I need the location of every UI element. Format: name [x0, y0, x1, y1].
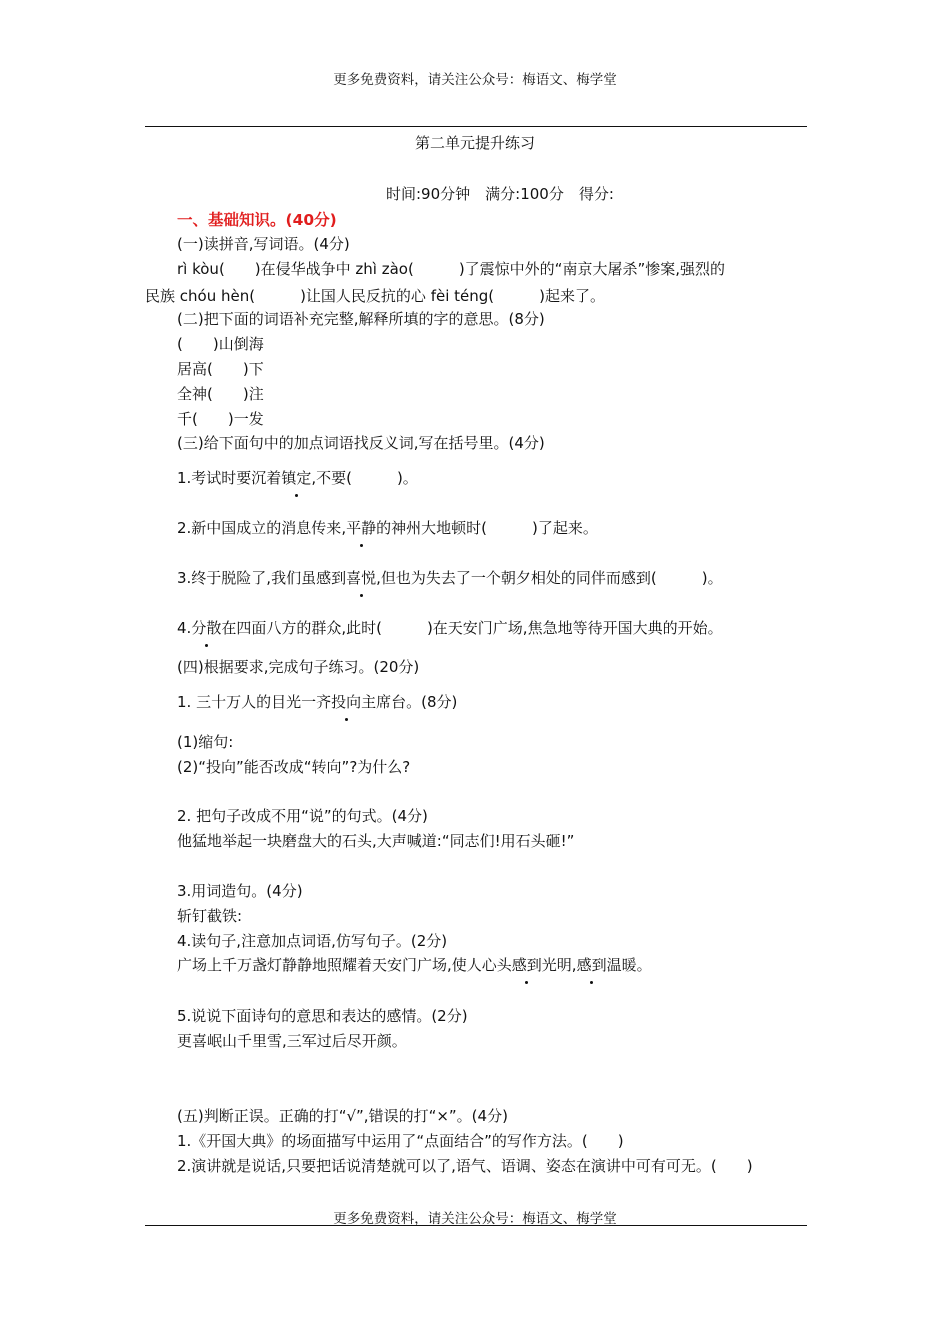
part4-question-2: 2. 把句子改成不用“说”的句式。(4分): [177, 807, 428, 825]
part4-question-1: 1. 三十万人的目光一齐投向主席台。(8分): [177, 693, 458, 711]
section-heading: 一、基础知识。(40分): [177, 211, 337, 229]
footer-rule: [145, 1225, 807, 1226]
part5-question-2: 2.演讲就是说话,只要把话说清楚就可以了,语气、语调、姿态在演讲中可有可无。( ): [177, 1157, 753, 1175]
part4-question-1a: (1)缩句:: [177, 733, 234, 751]
part4-question-3-text: 斩钉截铁:: [177, 907, 243, 925]
emphasis-word: 镇定: [281, 469, 312, 487]
part1-heading: (一)读拼音,写词语。(4分): [177, 235, 350, 253]
page-title: 第二单元提升练习: [414, 134, 535, 152]
part2-item: 居高( )下: [177, 360, 264, 378]
part3-question-4: 4.分散在四面八方的群众,此时( )在天安门广场,焦急地等待开国大典的开始。: [177, 619, 723, 637]
part2-item: 全神( )注: [177, 385, 264, 403]
header-note: 更多免费资料，请关注公众号：梅语文、梅学堂: [333, 72, 617, 88]
header-rule: [145, 126, 807, 127]
emphasis-word: 喜悦: [346, 569, 377, 587]
part4-question-2-text: 他猛地举起一块磨盘大的石头,大声喊道:“同志们!用石头砸!”: [177, 832, 575, 850]
part1-line1: rì kòu( )在侵华战争中 zhì zào( )了震惊中外的“南京大屠杀”惨案,强烈的: [177, 260, 725, 278]
part4-question-3: 3.用词造句。(4分): [177, 882, 303, 900]
part2-item: ( )山倒海: [177, 335, 264, 353]
part4-question-1b: (2)“投向”能否改成“转向”?为什么?: [177, 758, 411, 776]
part3-heading: (三)给下面句中的加点词语找反义词,写在括号里。(4分): [177, 434, 545, 452]
part4-question-5-text: 更喜岷山千里雪,三军过后尽开颜。: [177, 1032, 407, 1050]
part1-line2: 民族 chóu hèn( )让国人民反抗的心 fèi téng( )起来了。: [145, 287, 605, 305]
part3-question-2: 2.新中国成立的消息传来,平静的神州大地顿时( )了起来。: [177, 519, 598, 537]
exam-meta: 时间:90分钟 满分:100分 得分:: [386, 185, 614, 203]
emphasis-word: 分散: [191, 619, 222, 637]
footer-note: 更多免费资料，请关注公众号：梅语文、梅学堂: [333, 1211, 617, 1227]
part3-question-3: 3.终于脱险了,我们虽感到喜悦,但也为失去了一个朝夕相处的同伴而感到( )。: [177, 569, 723, 587]
part5-heading: (五)判断正误。正确的打“√”,错误的打“×”。(4分): [177, 1107, 508, 1125]
part4-question-5: 5.说说下面诗句的意思和表达的感情。(2分): [177, 1007, 468, 1025]
part4-heading: (四)根据要求,完成句子练习。(20分): [177, 658, 420, 676]
part5-question-1: 1.《开国大典》的场面描写中运用了“点面结合”的写作方法。( ): [177, 1132, 624, 1150]
emphasis-word: 感到: [511, 956, 542, 974]
part4-question-4: 4.读句子,注意加点词语,仿写句子。(2分): [177, 932, 448, 950]
part2-item: 千( )一发: [177, 410, 264, 428]
emphasis-word: 投向: [331, 693, 362, 711]
part3-question-1: 1.考试时要沉着镇定,不要( )。: [177, 469, 418, 487]
part2-heading: (二)把下面的词语补充完整,解释所填的字的意思。(8分): [177, 310, 545, 328]
emphasis-word: 平静: [346, 519, 377, 537]
part4-question-4-text: 广场上千万盏灯静静地照耀着天安门广场,使人心头感到光明,感到温暖。: [177, 956, 652, 974]
emphasis-word: 感到: [576, 956, 607, 974]
